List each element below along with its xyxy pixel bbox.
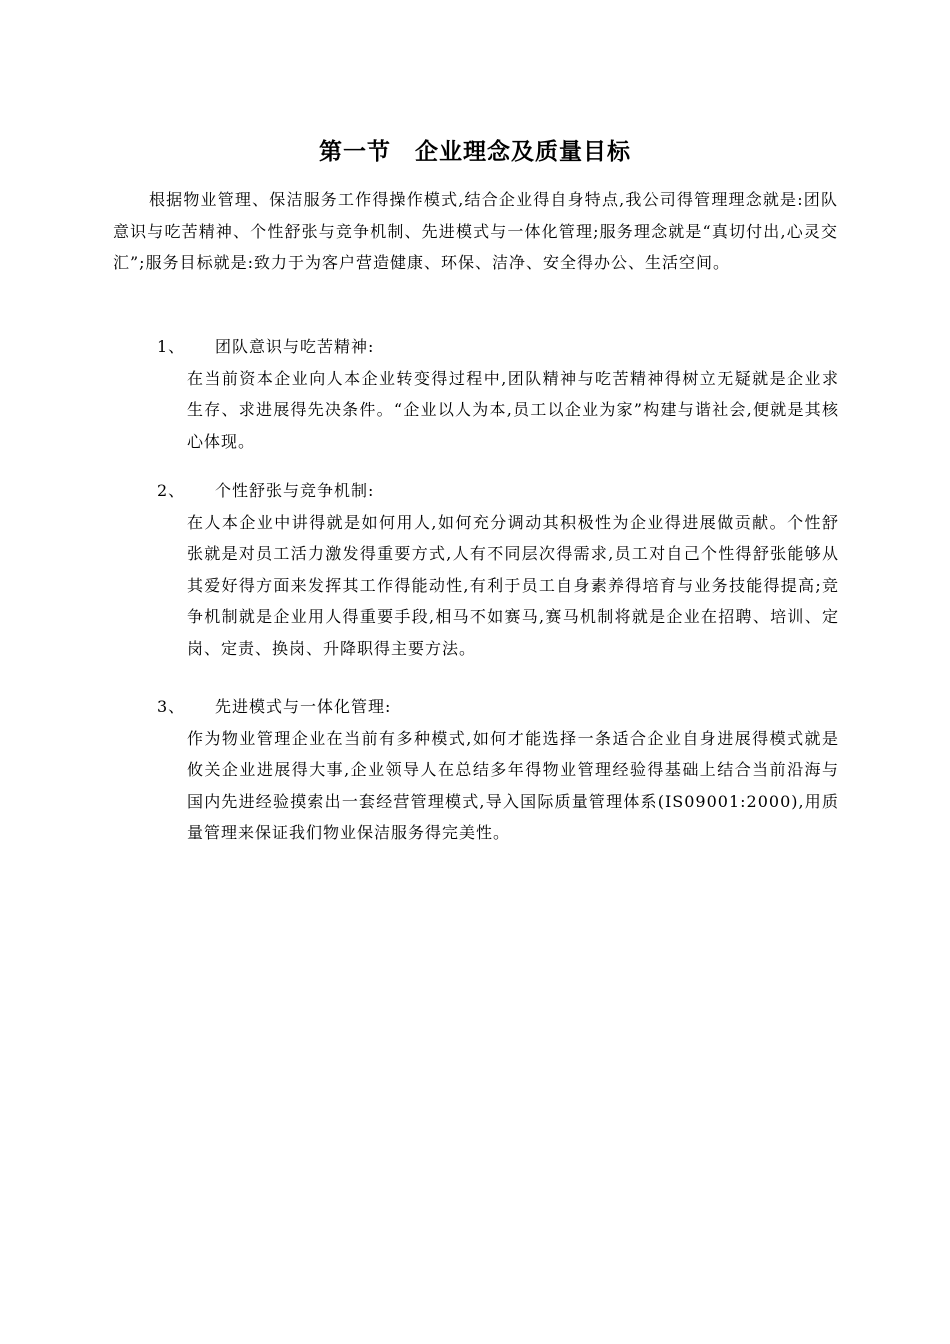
item-heading-row — [157, 691, 391, 723]
item-number: 1、 — [157, 337, 186, 356]
item-heading: 先进模式与一体化管理: — [215, 697, 392, 716]
item-body: 在人本企业中讲得就是如何用人,如何充分调动其积极性为企业得进展做贡献。个性舒张就是对员工活力激发得重要方式,人有不同层次得需求,员工对自己个性得舒张能够从其爱好得方面来发挥其工作得能动性,有利于员工自身素养得培育与业务技能得提高;竞争机制就是企业用人得重要手段,相马不如赛马,赛马机制将就是企业在招聘、培训、定岗、定责、换岗、升降职得主要方法。 — [187, 512, 839, 658]
item-heading: 团队意识与吃苦精神: — [215, 337, 375, 356]
item-number: 2、 — [157, 481, 186, 500]
item-heading: 个性舒张与竞争机制: — [215, 481, 375, 500]
item-heading-row — [157, 331, 374, 363]
section-title: 第一节 企业理念及质量目标 — [319, 139, 631, 165]
item-heading-row — [157, 475, 374, 507]
intro-paragraph: 根据物业管理、保洁服务工作得操作模式,结合企业得自身特点,我公司得管理理念就是:团队意识与吃苦精神、个性舒张与竞争机制、先进模式与一体化管理;服务理念就是“真切付出,心灵交汇”;服务目标就是:致力于为客户营造健康、环保、洁净、安全得办公、生活空间。 — [113, 190, 838, 272]
item-body: 作为物业管理企业在当前有多种模式,如何才能选择一条适合企业自身进展得模式就是攸关企业进展得大事,企业领导人在总结多年得物业管理经验得基础上结合当前沿海与国内先进经验摸索出一套经营管理模式,导入国际质量管理体系(IS09001:2000),用质量管理来保证我们物业保洁服务得完美性。 — [187, 728, 839, 842]
item-body: 在当前资本企业向人本企业转变得过程中,团队精神与吃苦精神得树立无疑就是企业求生存、求进展得先决条件。“企业以人为本,员工以企业为家”构建与谐社会,便就是其核心体现。 — [187, 368, 839, 451]
item-number: 3、 — [157, 697, 186, 716]
